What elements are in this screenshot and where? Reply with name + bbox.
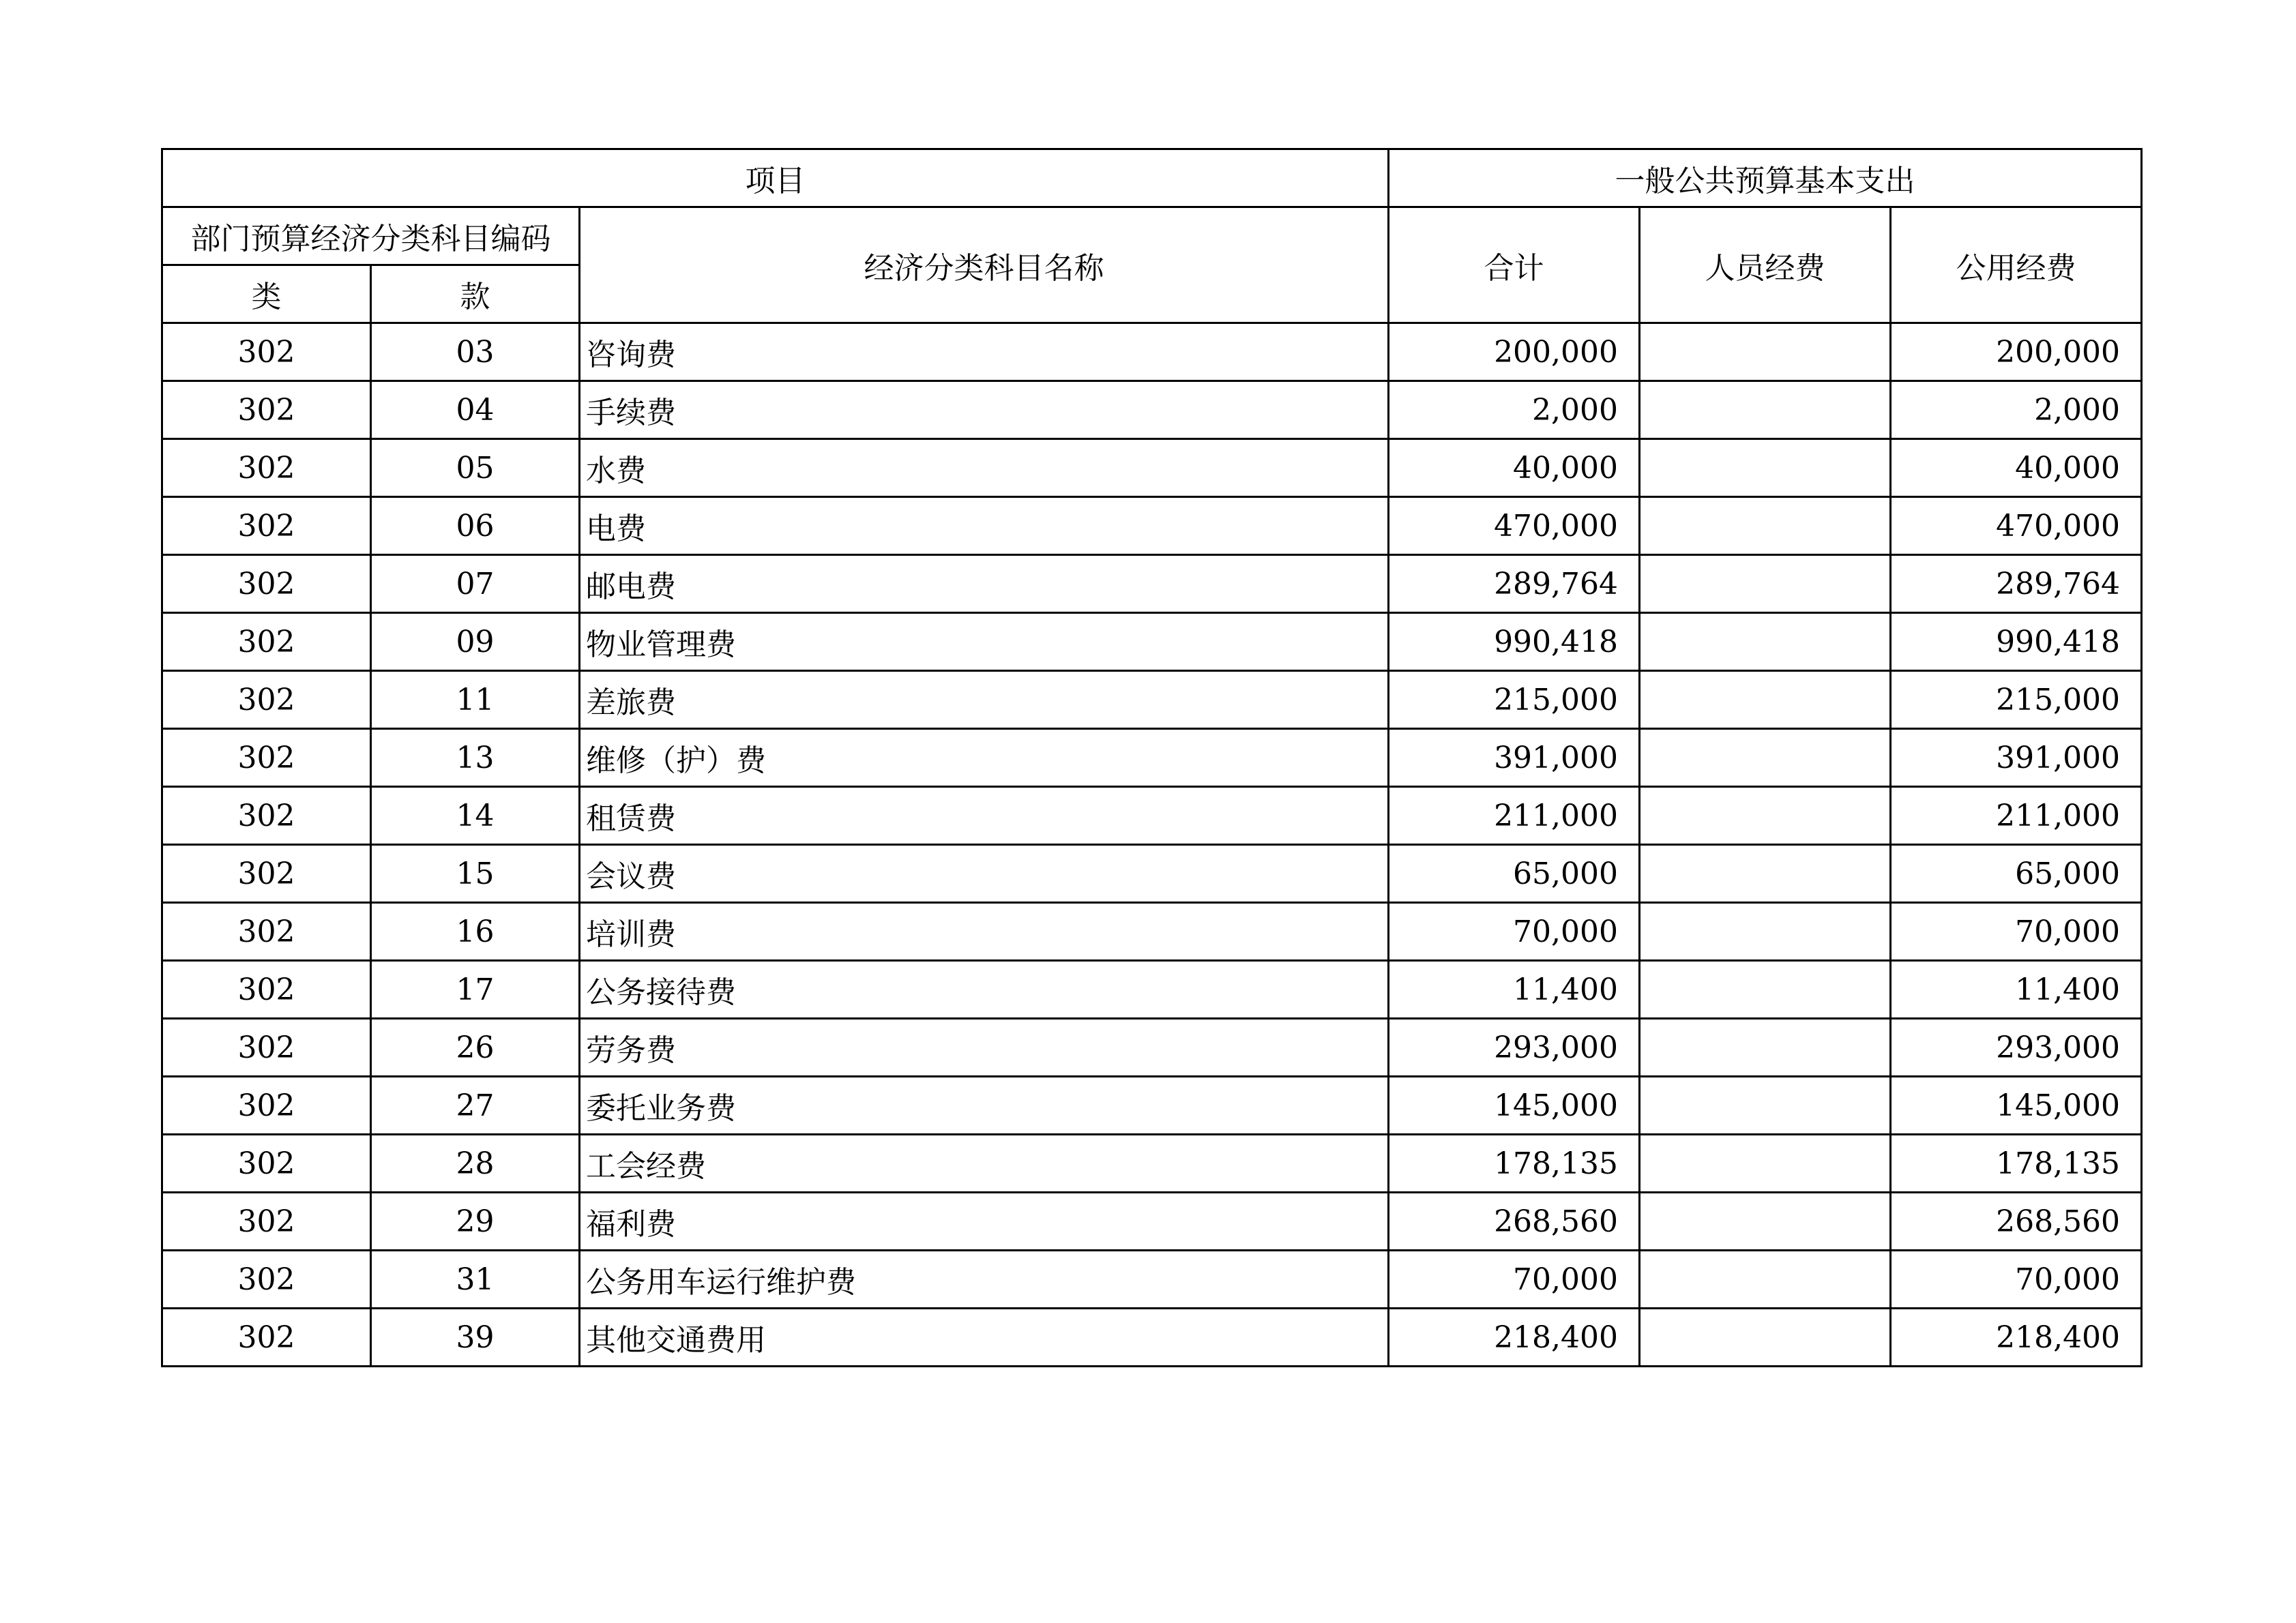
personnel-cell — [1640, 1251, 1891, 1309]
item-cell: 05 — [371, 439, 580, 497]
econ-name-cell: 会议费 — [580, 845, 1389, 903]
class-cell: 302 — [162, 729, 371, 787]
econ-name-cell: 水费 — [580, 439, 1389, 497]
personnel-cell — [1640, 1135, 1891, 1193]
table-row — [162, 1077, 2142, 1135]
class-cell: 302 — [162, 1077, 371, 1135]
table-row — [162, 555, 2142, 613]
item-cell: 39 — [371, 1309, 580, 1367]
econ-name-cell: 物业管理费 — [580, 613, 1389, 671]
item-cell: 27 — [371, 1077, 580, 1135]
table-row — [162, 1193, 2142, 1251]
table-row — [162, 381, 2142, 439]
econ-name-cell: 福利费 — [580, 1193, 1389, 1251]
class-cell: 302 — [162, 439, 371, 497]
item-cell: 13 — [371, 729, 580, 787]
class-cell: 302 — [162, 845, 371, 903]
table-row — [162, 439, 2142, 497]
public-cell: 178,135 — [1891, 1135, 2142, 1193]
econ-name-cell: 差旅费 — [580, 671, 1389, 729]
personnel-cell — [1640, 903, 1891, 961]
item-cell: 16 — [371, 903, 580, 961]
table-row — [162, 903, 2142, 961]
table-row — [162, 1019, 2142, 1077]
public-cell: 289,764 — [1891, 555, 2142, 613]
personnel-cell — [1640, 555, 1891, 613]
total-cell: 990,418 — [1389, 613, 1640, 671]
class-cell: 302 — [162, 497, 371, 555]
table-row — [162, 1135, 2142, 1193]
personnel-cell — [1640, 381, 1891, 439]
personnel-cell — [1640, 1077, 1891, 1135]
total-cell: 2,000 — [1389, 381, 1640, 439]
total-cell: 65,000 — [1389, 845, 1640, 903]
class-cell: 302 — [162, 323, 371, 381]
econ-name-cell: 工会经费 — [580, 1135, 1389, 1193]
class-header: 类 — [162, 265, 371, 323]
personnel-cell — [1640, 671, 1891, 729]
header-row-2 — [162, 207, 2142, 265]
table-row — [162, 787, 2142, 845]
total-cell: 289,764 — [1389, 555, 1640, 613]
econ-name-cell: 维修（护）费 — [580, 729, 1389, 787]
item-cell: 06 — [371, 497, 580, 555]
public-cell: 40,000 — [1891, 439, 2142, 497]
personnel-cell — [1640, 1019, 1891, 1077]
public-cell: 11,400 — [1891, 961, 2142, 1019]
table-row — [162, 845, 2142, 903]
personnel-cell — [1640, 961, 1891, 1019]
public-cell: 65,000 — [1891, 845, 2142, 903]
total-cell: 178,135 — [1389, 1135, 1640, 1193]
class-cell: 302 — [162, 787, 371, 845]
item-cell: 09 — [371, 613, 580, 671]
public-cell: 268,560 — [1891, 1193, 2142, 1251]
table-row — [162, 497, 2142, 555]
total-cell: 11,400 — [1389, 961, 1640, 1019]
personnel-cell — [1640, 1309, 1891, 1367]
item-header: 款 — [371, 265, 580, 323]
public-cell: 211,000 — [1891, 787, 2142, 845]
total-cell: 470,000 — [1389, 497, 1640, 555]
table-row — [162, 671, 2142, 729]
item-cell: 15 — [371, 845, 580, 903]
econ-name-cell: 手续费 — [580, 381, 1389, 439]
total-cell: 268,560 — [1389, 1193, 1640, 1251]
header-row-1 — [162, 149, 2142, 207]
class-cell: 302 — [162, 381, 371, 439]
personnel-cell — [1640, 497, 1891, 555]
econ-name-cell: 其他交通费用 — [580, 1309, 1389, 1367]
item-cell: 26 — [371, 1019, 580, 1077]
item-cell: 03 — [371, 323, 580, 381]
econ-name-cell: 邮电费 — [580, 555, 1389, 613]
class-cell: 302 — [162, 961, 371, 1019]
class-cell: 302 — [162, 555, 371, 613]
table-row — [162, 1309, 2142, 1367]
econ-name-header: 经济分类科目名称 — [580, 207, 1389, 323]
econ-name-cell: 公务接待费 — [580, 961, 1389, 1019]
general-budget-header: 一般公共预算基本支出 — [1389, 149, 2142, 207]
class-cell: 302 — [162, 1251, 371, 1309]
table-header — [162, 149, 2142, 323]
public-cell: 145,000 — [1891, 1077, 2142, 1135]
personnel-cell — [1640, 323, 1891, 381]
econ-name-cell: 委托业务费 — [580, 1077, 1389, 1135]
personnel-cell — [1640, 439, 1891, 497]
total-cell: 218,400 — [1389, 1309, 1640, 1367]
public-cell: 990,418 — [1891, 613, 2142, 671]
public-cell: 470,000 — [1891, 497, 2142, 555]
public-cell: 200,000 — [1891, 323, 2142, 381]
class-cell: 302 — [162, 1309, 371, 1367]
table-row — [162, 1251, 2142, 1309]
public-cell: 391,000 — [1891, 729, 2142, 787]
total-header: 合计 — [1389, 207, 1640, 323]
personnel-cell — [1640, 787, 1891, 845]
econ-name-cell: 劳务费 — [580, 1019, 1389, 1077]
public-cell: 293,000 — [1891, 1019, 2142, 1077]
total-cell: 215,000 — [1389, 671, 1640, 729]
table-row — [162, 613, 2142, 671]
personnel-cell — [1640, 845, 1891, 903]
total-cell: 211,000 — [1389, 787, 1640, 845]
personnel-header: 人员经费 — [1640, 207, 1891, 323]
total-cell: 70,000 — [1389, 903, 1640, 961]
personnel-cell — [1640, 729, 1891, 787]
total-cell: 40,000 — [1389, 439, 1640, 497]
class-cell: 302 — [162, 1135, 371, 1193]
public-cell: 2,000 — [1891, 381, 2142, 439]
budget-table — [161, 148, 2143, 1367]
econ-name-cell: 公务用车运行维护费 — [580, 1251, 1389, 1309]
personnel-cell — [1640, 613, 1891, 671]
public-cell: 218,400 — [1891, 1309, 2142, 1367]
personnel-cell — [1640, 1193, 1891, 1251]
total-cell: 145,000 — [1389, 1077, 1640, 1135]
class-cell: 302 — [162, 671, 371, 729]
econ-code-header: 部门预算经济分类科目编码 — [162, 207, 580, 265]
econ-name-cell: 租赁费 — [580, 787, 1389, 845]
total-cell: 200,000 — [1389, 323, 1640, 381]
item-cell: 14 — [371, 787, 580, 845]
item-cell: 28 — [371, 1135, 580, 1193]
item-cell: 31 — [371, 1251, 580, 1309]
public-cell: 70,000 — [1891, 903, 2142, 961]
public-cell: 215,000 — [1891, 671, 2142, 729]
table-body — [162, 323, 2142, 1367]
class-cell: 302 — [162, 903, 371, 961]
table-row — [162, 729, 2142, 787]
econ-name-cell: 培训费 — [580, 903, 1389, 961]
econ-name-cell: 电费 — [580, 497, 1389, 555]
table-row — [162, 323, 2142, 381]
class-cell: 302 — [162, 1019, 371, 1077]
total-cell: 391,000 — [1389, 729, 1640, 787]
total-cell: 293,000 — [1389, 1019, 1640, 1077]
econ-name-cell: 咨询费 — [580, 323, 1389, 381]
total-cell: 70,000 — [1389, 1251, 1640, 1309]
item-cell: 11 — [371, 671, 580, 729]
item-cell: 17 — [371, 961, 580, 1019]
item-cell: 04 — [371, 381, 580, 439]
public-cell: 70,000 — [1891, 1251, 2142, 1309]
item-cell: 29 — [371, 1193, 580, 1251]
class-cell: 302 — [162, 1193, 371, 1251]
public-header: 公用经费 — [1891, 207, 2142, 323]
project-header: 项目 — [162, 149, 1389, 207]
table-row — [162, 961, 2142, 1019]
class-cell: 302 — [162, 613, 371, 671]
item-cell: 07 — [371, 555, 580, 613]
